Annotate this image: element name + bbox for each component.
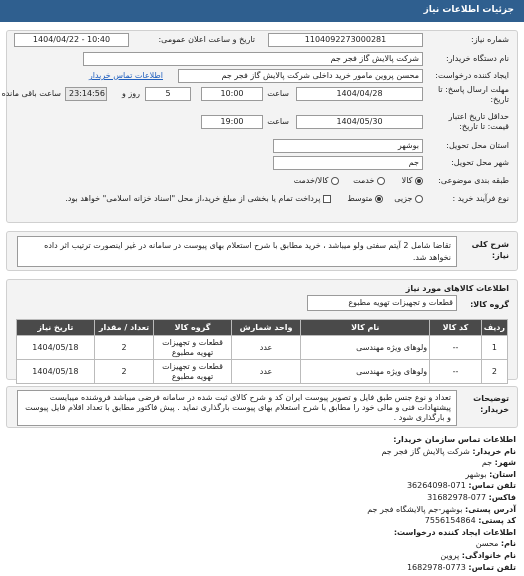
category-option-service[interactable]: خدمت [353, 176, 385, 185]
validity-time-field: 19:00 [201, 115, 263, 129]
contact-line: نام خانوادگی: پروین [440, 550, 516, 560]
buyer-notes-label-2: خریدار: [480, 405, 509, 414]
need-number-label: شماره نیاز: [471, 35, 509, 44]
validity-label-2: قیمت: تا تاریخ: [459, 122, 509, 131]
buyer-notes-label-1: توضیحات [473, 394, 509, 403]
col-quantity: تعداد / مقدار [94, 320, 154, 336]
table-row [17, 336, 508, 360]
contact-line: نام خریدار: شرکت پالایش گاز فجر جم [381, 446, 516, 456]
summary-panel [6, 231, 518, 271]
summary-label-1: شرح کلی [471, 240, 509, 249]
cell-unit: عدد [231, 336, 301, 360]
table-row [17, 360, 508, 384]
summary-label-2: نیاز: [491, 251, 509, 260]
deadline-time-field: 10:00 [201, 87, 263, 101]
radio-icon [415, 195, 423, 203]
announce-field: 1404/04/22 - 10:40 [14, 33, 129, 47]
col-name: نام کالا [301, 320, 430, 336]
buyer-notes-panel [6, 386, 518, 428]
page-title: جزئیات اطلاعات نیاز [423, 5, 514, 15]
cell-name: ولوهای ویژه مهندسی [301, 360, 430, 384]
cell-row: 1 [481, 336, 507, 360]
cell-code: -- [430, 360, 482, 384]
category-option-goods[interactable]: کالا [402, 176, 423, 185]
contact-line: تلفن تماس: 0773-1682978 [406, 562, 516, 572]
page-header [0, 0, 524, 22]
radio-selected-icon [375, 195, 383, 203]
cell-group: قطعات و تجهیزات تهویه مطبوع [154, 360, 231, 384]
announce-label: تاریخ و ساعت اعلان عمومی: [158, 35, 255, 44]
contact-line: فاکس: 077-31682978 [427, 492, 516, 502]
buyer-notes-text: تعداد و نوع جنس طبق فایل و تصویر پیوست ایران کد و شرح کالای ثبت شده در سامانه فرضی میباشد فروشنده میبایست پیشنهادات فنی و مالی خود را مطابق با شرح استعلام بهای پیوست بارگذاری نماید . پیش فاکتور مطابق با تعداد اقلام فایل پیوست و بارگذاری شود . [17, 390, 457, 426]
process-label: نوع فرآیند خرید : [452, 194, 509, 203]
buyer-label: نام دستگاه خریدار: [446, 54, 509, 63]
checkbox-icon [323, 195, 331, 203]
contact-line: تلفن تماس: 071-36264098 [406, 481, 516, 491]
cell-need-date: 1404/05/18 [17, 336, 95, 360]
col-code: کد کالا [430, 320, 482, 336]
radio-selected-icon [415, 177, 423, 185]
col-need-date: تاریخ نیاز [17, 320, 95, 336]
city-field: جم [273, 156, 423, 170]
validity-date-field: 1404/05/30 [296, 115, 423, 129]
remaining-label: ساعت باقی مانده [1, 89, 61, 98]
cell-need-date: 1404/05/18 [17, 360, 95, 384]
deadline-label-1: مهلت ارسال پاسخ: تا [437, 85, 509, 94]
creator-label: ایجاد کننده درخواست: [435, 71, 509, 80]
buyer-contact-info [367, 434, 516, 573]
deadline-time-label: ساعت [267, 89, 289, 98]
buyer-contact-link[interactable]: اطلاعات تماس خریدار [88, 71, 163, 80]
goods-table-header [17, 320, 508, 336]
remaining-time-field: 23:14:56 [65, 87, 107, 101]
cell-quantity: 2 [94, 360, 154, 384]
goods-group-field: قطعات و تجهیزات تهویه مطبوع [307, 295, 457, 311]
contact-line: نام: محسن [475, 539, 516, 549]
cell-unit: عدد [231, 360, 301, 384]
contact-line: اطلاعات ایجاد کننده درخواست: [393, 527, 516, 537]
need-number-field: 1104092273000281 [268, 33, 423, 47]
city-label: شهر محل تحویل: [451, 158, 509, 167]
deadline-label-2: تاریخ: [490, 95, 509, 104]
cell-code: -- [430, 336, 482, 360]
process-option-medium[interactable]: متوسط [347, 194, 383, 203]
cell-quantity: 2 [94, 336, 154, 360]
col-unit: واحد شمارش [231, 320, 301, 336]
buyer-field: شرکت پالایش گاز فجر جم [83, 52, 423, 66]
goods-table [16, 319, 508, 384]
need-info-panel [1, 30, 518, 223]
col-row: ردیف [481, 320, 507, 336]
province-label: استان محل تحویل: [446, 141, 509, 150]
creator-field: محسن پروین مامور خرید داخلی شرکت پالایش گاز فجر جم [178, 69, 423, 83]
province-field: بوشهر [273, 139, 423, 153]
radio-icon [331, 177, 339, 185]
cell-group: قطعات و تجهیزات تهویه مطبوع [154, 336, 231, 360]
category-label: طبقه بندی موضوعی: [438, 176, 509, 185]
radio-icon [377, 177, 385, 185]
contact-line: شهر: جم [481, 458, 516, 468]
days-label: روز و [122, 89, 140, 98]
contact-line: استان: بوشهر [465, 469, 516, 479]
treasury-payment-checkbox[interactable]: پرداخت تمام یا بخشی از مبلغ خرید،از محل "اسناد خزانه اسلامی" خواهد بود. [65, 194, 331, 203]
validity-time-label: ساعت [267, 117, 289, 126]
cell-row: 2 [481, 360, 507, 384]
contact-line: کد پستی: 7556154864 [424, 516, 516, 526]
process-option-minor[interactable]: جزیی [394, 194, 423, 203]
goods-group-label: گروه کالا: [470, 300, 509, 309]
validity-label-1: حداقل تاریخ اعتبار [448, 112, 509, 121]
goods-section-title: اطلاعات کالاهای مورد نیاز [405, 284, 509, 293]
deadline-date-field: 1404/04/28 [296, 87, 423, 101]
cell-name: ولوهای ویژه مهندسی [301, 336, 430, 360]
contact-line: آدرس پستی: بوشهر-جم پالایشگاه فجر جم [367, 504, 516, 514]
summary-text: تقاضا شامل 2 آیتم سفتی ولو میباشد ، خرید مطابق با شرح استعلام بهای پیوست در سامانه در غیر اینصورت ترتیب اثر داده نخواهد شد. [17, 236, 457, 267]
col-group: گروه کالا [154, 320, 231, 336]
category-option-goods-service[interactable]: کالا/خدمت [294, 176, 339, 185]
contact-title: اطلاعات تماس سازمان خریدار: [393, 435, 516, 444]
days-field: 5 [145, 87, 191, 101]
